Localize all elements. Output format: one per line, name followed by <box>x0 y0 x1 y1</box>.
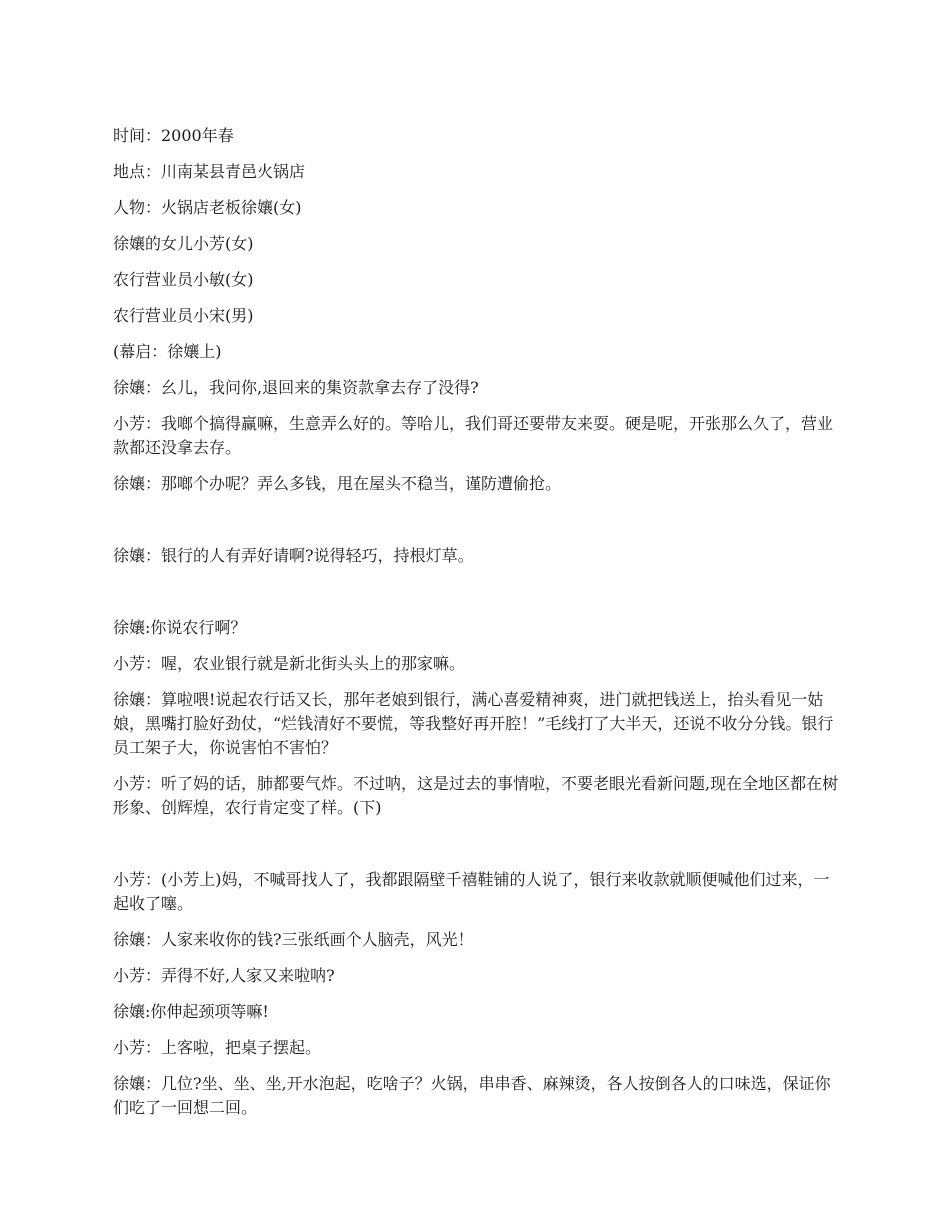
dialogue-line: 徐孃:你说农行啊？ <box>113 618 247 637</box>
dialogue-line: 小芳：我啷个搞得赢嘛，生意弄么好的。等哈儿，我们哥还要带友来耍。硬是呢，开张那么久了，营业款都还没拿去存。 <box>113 414 834 457</box>
dialogue-line: 小芳：听了妈的话，肺都要气炸。不过呐，这是过去的事情啦，不要老眼光看新问题,现在全地区都在树形象、创辉煌，农行肯定变了样。(下) <box>113 774 839 817</box>
character-line: 农行营业员小宋(男) <box>113 306 254 325</box>
dialogue-line: 徐孃：人家来收你的钱?三张纸画个人脑壳，风光！ <box>113 930 474 949</box>
blank-gap <box>113 508 841 544</box>
time-line: 时间：2000年春 <box>113 126 234 145</box>
dialogue-line: 徐孃:你伸起颈项等嘛! <box>113 1002 269 1021</box>
character-line: 农行营业员小敏(女) <box>113 270 254 289</box>
blank-gap <box>113 832 841 868</box>
dialogue-line: 徐孃：几位?坐、坐、坐,开水泡起，吃啥子？火锅，串串香、麻辣烫，各人按倒各人的口味选，保证你们吃了一回想二回。 <box>113 1074 831 1117</box>
dialogue-line: 徐孃：那啷个办呢？弄么多钱，甩在屋头不稳当，谨防遭偷抢。 <box>113 474 562 493</box>
place-line: 地点：川南某县青邑火锅店 <box>113 162 306 181</box>
dialogue-line: 徐孃：幺儿，我问你,退回来的集资款拿去存了没得? <box>113 378 479 397</box>
characters-line: 人物：火锅店老板徐孃(女) <box>113 198 302 217</box>
stage-direction: (幕启：徐孃上) <box>113 342 222 361</box>
dialogue-line: 小芳：(小芳上)妈，不喊哥找人了，我都跟隔壁千禧鞋铺的人说了，银行来收款就顺便喊他们过来，一起收了噻。 <box>113 870 830 913</box>
blank-gap <box>113 580 841 616</box>
dialogue-line: 徐孃：算啦喂!说起农行话又长，那年老娘到银行，满心喜爱精神爽，进门就把钱送上，抬头看见一姑娘，黑嘴打脸好劲仗，“烂钱清好不要慌，等我整好再开腔！”毛线打了大半天，还说不收分分钱。银行员工架子大，你说害怕不害怕？ <box>113 690 834 757</box>
character-line: 徐孃的女儿小芳(女) <box>113 234 254 253</box>
dialogue-line: 小芳：喔，农业银行就是新北街头头上的那家嘛。 <box>113 654 466 673</box>
dialogue-line: 小芳：弄得不好,人家又来啦呐? <box>113 966 335 985</box>
dialogue-line: 徐孃：银行的人有弄好请啊?说得轻巧，持根灯草。 <box>113 546 474 565</box>
dialogue-line: 小芳：上客啦，把桌子摆起。 <box>113 1038 322 1057</box>
script-body <box>113 124 841 1132</box>
